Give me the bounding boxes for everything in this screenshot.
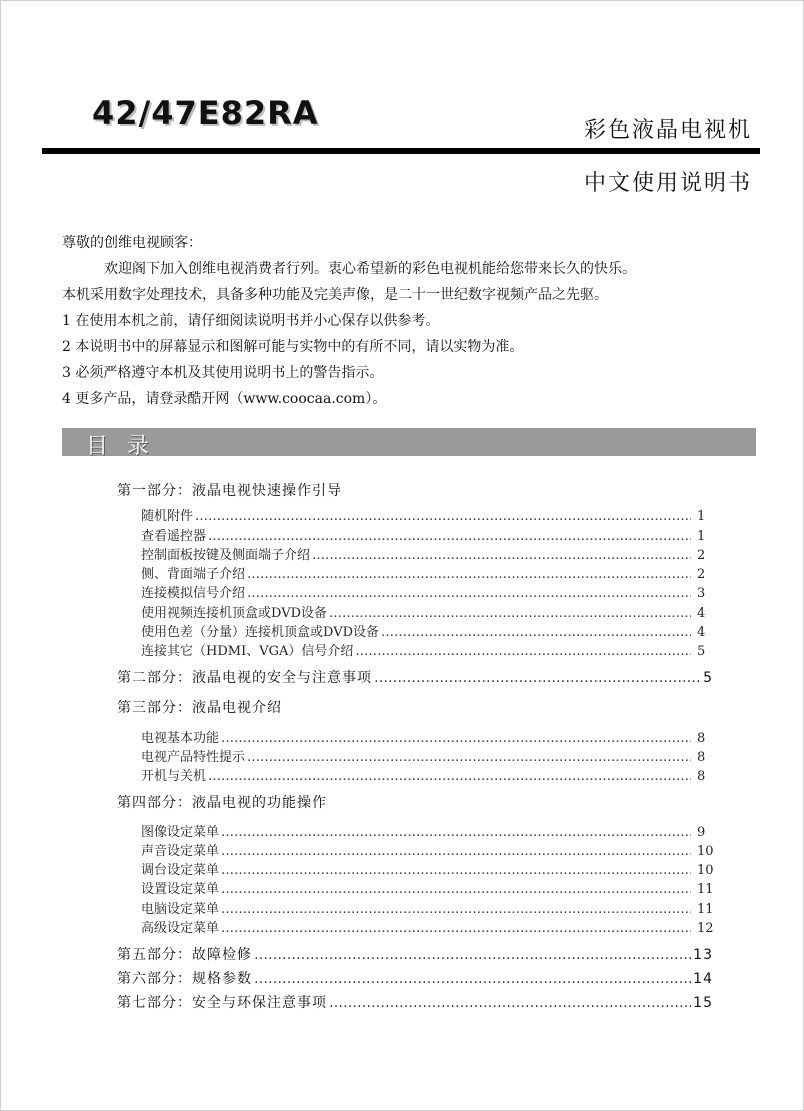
toc-entry-page: 4 [697,625,706,641]
toc-section-page: 5 [703,670,713,687]
toc-section-title: 第一部分：液晶电视快速操作引导 [117,483,342,499]
toc-leader [221,900,691,919]
intro-text [62,230,772,412]
toc-entry-page: 1 [697,509,706,525]
toc-entries [117,728,713,786]
toc-entry-label: 调台设定菜单 [141,863,220,879]
toc-entries [117,822,713,938]
toc-section-page: 13 [693,947,713,964]
toc-section[interactable] [117,697,713,719]
toc-entry-page: 11 [697,901,714,917]
toc-entry-page: 2 [697,567,706,583]
toc-section[interactable] [117,968,713,990]
toc-entry[interactable] [141,507,713,526]
toc-entry-label: 高级设定菜单 [141,921,220,937]
toc-entry[interactable] [141,919,713,938]
toc-leader [381,623,691,642]
toc-leader [355,642,691,661]
toc-entry[interactable] [141,642,713,661]
toc-entry-page: 3 [697,586,706,602]
toc-section[interactable] [117,944,713,966]
intro-line: 4 更多产品，请登录酷开网（www.coocaa.com）。 [62,391,387,407]
toc-leader [208,767,691,786]
toc-entries [117,507,713,661]
toc-entry[interactable] [141,565,713,584]
intro-line: 2 本说明书中的屏幕显示和图解可能与实物中的有所不同，请以实物为准。 [62,339,524,355]
toc-entry-label: 连接其它（HDMI、VGA）信号介绍 [141,644,354,660]
toc-entry-label: 电视基本功能 [141,730,220,746]
toc-entry-page: 8 [697,749,706,765]
toc-section[interactable] [117,667,713,689]
toc-entry-page: 10 [697,843,714,859]
toc-leader [221,861,691,880]
manual-title: 中文使用说明书 [583,171,752,196]
toc-leader [312,546,691,565]
toc-entry-page: 12 [697,921,714,937]
toc-entry-page: 8 [697,730,706,746]
toc-section-page: 14 [693,971,713,988]
product-title: 彩色液晶电视机 [583,118,752,143]
toc-leader [195,507,691,526]
toc-entry[interactable] [141,546,713,565]
toc-entry-page: 4 [697,605,706,621]
toc-entry-page: 5 [697,644,706,660]
toc-leader [221,823,691,842]
toc-entry[interactable] [141,899,713,918]
toc-entry-page: 10 [697,863,714,879]
toc-section-page: 15 [693,995,713,1012]
toc-section-title: 第二部分：液晶电视的安全与注意事项 [117,670,372,687]
toc-leader [221,919,691,938]
toc-leader [329,604,691,623]
toc-heading: 目 录 [86,434,155,459]
intro-line: 1 在使用本机之前，请仔细阅读说明书并小心保存以供参考。 [62,313,440,329]
toc-section-title: 第七部分：安全与环保注意事项 [117,995,327,1012]
toc-leader [208,527,691,546]
toc-entry-label: 连接模拟信号介绍 [141,586,246,602]
toc-section-title: 第三部分：液晶电视介绍 [117,700,282,717]
toc-leader [374,667,701,689]
toc-entry[interactable] [141,842,713,861]
toc-entry-label: 电视产品特性提示 [141,749,246,765]
intro-line: 本机采用数字处理技术，具备多种功能及完美声像，是二十一世纪数字视频产品之先驱。 [62,287,608,303]
model-number: 42/47E82RA [92,94,319,132]
toc-entry[interactable] [141,728,713,747]
toc-entry-label: 使用视频连接机顶盒或DVD设备 [141,605,328,621]
toc-section[interactable] [117,792,713,814]
toc-leader [247,748,691,767]
toc-heading-bar [62,428,756,459]
toc-entry-label: 电脑设定菜单 [141,901,220,917]
intro-line: 欢迎阁下加入创维电视消费者行列。衷心希望新的彩色电视机能给您带来长久的快乐。 [104,261,636,277]
toc-entry[interactable] [141,584,713,603]
toc-entry-page: 8 [697,769,706,785]
toc-leader [247,584,691,603]
toc-section[interactable] [117,480,713,502]
toc-entry[interactable] [141,748,713,767]
toc-entry[interactable] [141,861,713,880]
table-of-contents [117,480,713,1014]
intro-line: 3 必须严格遵守本机及其使用说明书上的警告指示。 [62,365,384,381]
toc-section[interactable] [117,992,713,1014]
toc-entry[interactable] [141,603,713,622]
header-divider [42,148,760,154]
toc-entry-page: 1 [697,528,706,544]
toc-section-title: 第六部分：规格参数 [117,971,252,988]
toc-leader [247,565,691,584]
toc-entry-page: 9 [697,824,706,840]
toc-entry-label: 设置设定菜单 [141,882,220,898]
toc-leader [221,729,691,748]
toc-entry-label: 查看遥控器 [141,528,207,544]
toc-entry-label: 图像设定菜单 [141,824,220,840]
toc-entry-label: 声音设定菜单 [141,843,220,859]
toc-entry[interactable] [141,767,713,786]
toc-entry-label: 随机附件 [141,509,194,525]
toc-section-title: 第四部分：液晶电视的功能操作 [117,795,327,812]
toc-entry-label: 开机与关机 [141,769,207,785]
toc-entry-label: 使用色差（分量）连接机顶盒或DVD设备 [141,625,380,641]
greeting: 尊敬的创维电视顾客： [62,235,202,251]
toc-leader [329,992,691,1014]
toc-entry[interactable] [141,880,713,899]
toc-entry[interactable] [141,623,713,642]
toc-entry-label: 控制面板按键及侧面端子介绍 [141,547,311,563]
toc-entry-page: 2 [697,547,706,563]
toc-entry-page: 11 [697,882,714,898]
toc-entry-label: 侧、背面端子介绍 [141,567,246,583]
toc-leader [254,968,691,990]
toc-leader [221,880,691,899]
toc-section-title: 第五部分：故障检修 [117,947,252,964]
toc-entry[interactable] [141,526,713,545]
toc-leader [254,944,691,966]
toc-leader [221,842,691,861]
toc-entry[interactable] [141,822,713,841]
